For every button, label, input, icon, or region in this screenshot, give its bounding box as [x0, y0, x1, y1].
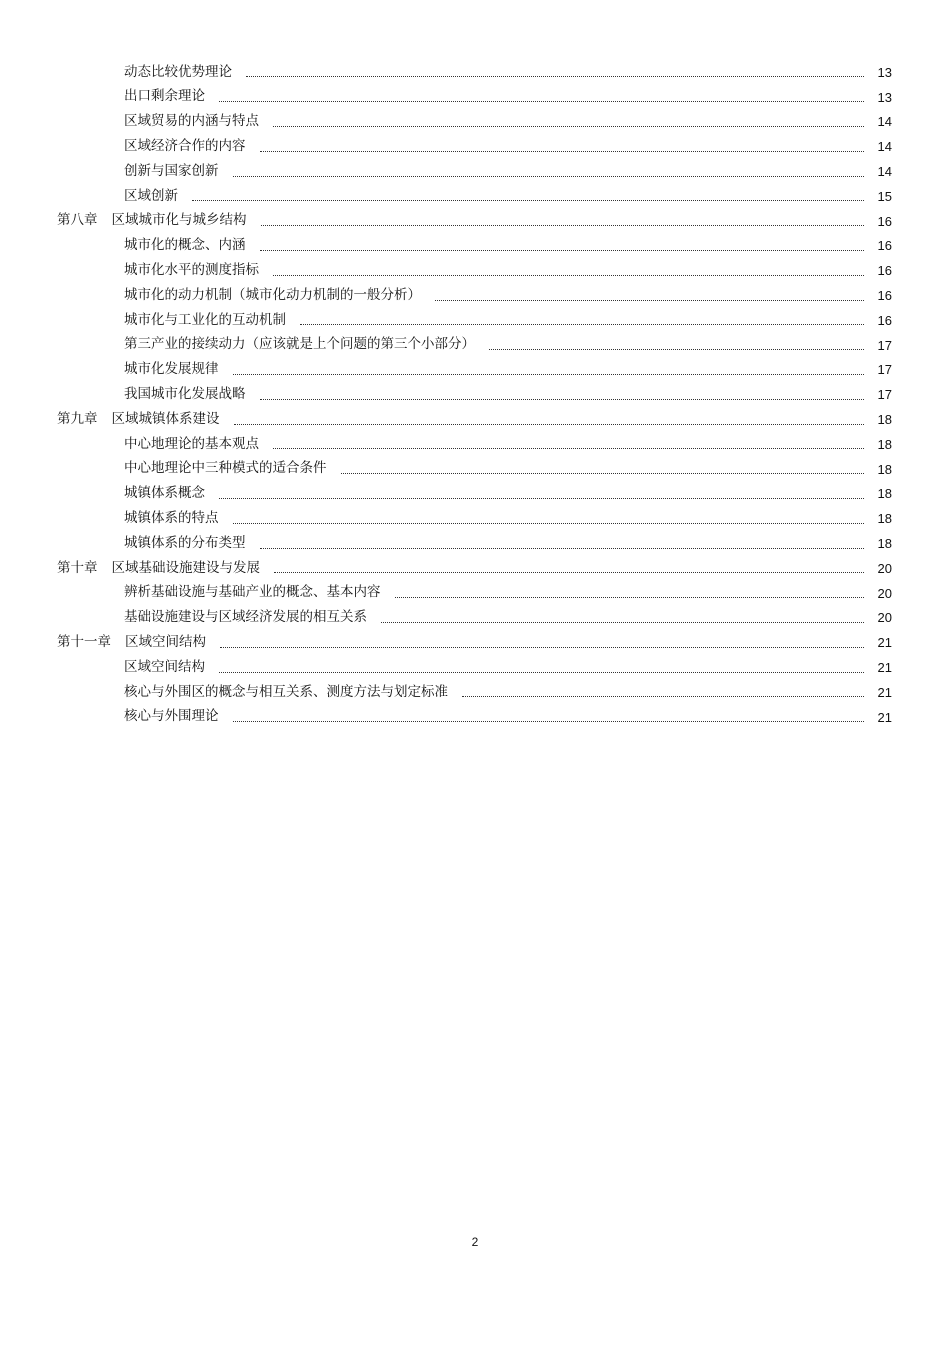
toc-section-row[interactable] [0, 159, 950, 184]
toc-page-number: 17 [877, 387, 892, 403]
toc-section-row[interactable] [0, 184, 950, 209]
toc-entry-text: 第三产业的接续动力（应该就是上个问题的第三个小部分） [124, 336, 475, 353]
toc-entry-text: 城市化发展规律 [124, 361, 219, 378]
dot-leader [233, 720, 865, 722]
toc-entry-title [57, 214, 261, 228]
toc-section-row[interactable] [0, 506, 950, 531]
toc-page-number: 15 [877, 188, 892, 204]
toc-entry-title [124, 63, 246, 80]
toc-section-row[interactable] [0, 680, 950, 705]
toc-page-number: 20 [877, 610, 892, 626]
toc-page-number: 18 [877, 461, 892, 477]
dot-leader [489, 348, 864, 350]
toc-chapter-row[interactable] [0, 630, 950, 655]
toc-entry-title [124, 115, 273, 129]
dot-leader [261, 224, 865, 226]
toc-page-number: 18 [877, 511, 892, 527]
dot-leader [381, 621, 864, 623]
dot-leader [273, 274, 864, 276]
toc-section-row[interactable] [0, 258, 950, 283]
toc-entry-title [57, 633, 220, 650]
toc-entry-text: 城市化与工业化的互动机制 [124, 311, 286, 328]
dot-leader [273, 447, 864, 449]
toc-entry-title [124, 487, 219, 501]
chapter-number: 第十章 [57, 559, 98, 576]
dot-leader [233, 373, 865, 375]
dot-leader [274, 571, 864, 573]
toc-page-number: 16 [877, 312, 892, 328]
dot-leader [219, 671, 864, 673]
toc-entry-text: 城镇体系概念 [124, 485, 205, 502]
toc-entry-text: 区域城市化与城乡结构 [111, 212, 247, 229]
toc-entry-title [124, 586, 395, 600]
toc-entry-text: 区域基础设施建设与发展 [111, 559, 260, 576]
toc-entry-text: 核心与外围区的概念与相互关系、测度方法与划定标准 [124, 683, 448, 700]
toc-entry-text: 区域经济合作的内容 [124, 138, 246, 155]
toc-section-row[interactable] [0, 581, 950, 606]
toc-entry-text: 区域创新 [124, 187, 178, 204]
dot-leader [341, 472, 865, 474]
toc-entry-text: 基础设施建设与区域经济发展的相互关系 [124, 609, 367, 626]
toc-page-number: 16 [877, 213, 892, 229]
dot-leader [192, 199, 864, 201]
toc-page-number: 16 [877, 263, 892, 279]
toc-entry-text: 出口剩余理论 [124, 88, 205, 105]
toc-page-number: 21 [877, 635, 892, 651]
toc-entry-title [124, 187, 192, 204]
toc-section-row[interactable] [0, 134, 950, 159]
toc-entry-title [124, 462, 341, 476]
toc-entry-title [124, 162, 233, 179]
toc-entry-text: 我国城市化发展战略 [124, 386, 246, 402]
toc-section-row[interactable] [0, 358, 950, 383]
toc-entry-text: 区域空间结构 [124, 658, 205, 675]
chapter-number: 第十一章 [57, 633, 111, 650]
dot-leader [273, 125, 864, 127]
toc-section-row[interactable] [0, 85, 950, 110]
toc-section-row[interactable] [0, 606, 950, 631]
toc-entry-text: 创新与国家创新 [124, 162, 219, 179]
dot-leader [260, 249, 865, 251]
toc-entry-title [124, 509, 233, 526]
toc-page-number: 21 [877, 709, 892, 725]
toc-page-number: 16 [877, 238, 892, 254]
dot-leader [395, 596, 865, 598]
toc-entry-text: 城市化水平的测度指标 [124, 262, 259, 279]
toc-entry-title [124, 534, 260, 551]
page-number: 2 [471, 1235, 479, 1249]
toc-section-row[interactable] [0, 531, 950, 556]
toc-section-row[interactable] [0, 705, 950, 730]
toc-page-number: 21 [877, 684, 892, 700]
toc-entry-title [124, 90, 219, 104]
chapter-number: 第八章 [57, 212, 98, 229]
toc-section-row[interactable] [0, 234, 950, 259]
toc-section-row[interactable] [0, 382, 950, 407]
toc-section-row[interactable] [0, 432, 950, 457]
toc-page-number: 20 [877, 585, 892, 601]
toc-entry-title [57, 410, 234, 427]
toc-section-row[interactable] [0, 457, 950, 482]
toc-entry-title [57, 559, 274, 576]
toc-entry-title [124, 710, 233, 724]
dot-leader [219, 100, 864, 102]
dot-leader [260, 398, 865, 400]
toc-entry-title [124, 658, 219, 675]
dot-leader [220, 646, 864, 648]
toc-entry-title [124, 611, 381, 625]
dot-leader [300, 323, 864, 325]
toc-page-number: 21 [877, 660, 892, 676]
toc-section-row[interactable] [0, 110, 950, 135]
toc-entry-title [124, 435, 273, 452]
dot-leader [260, 150, 865, 152]
toc-entry-text: 区域空间结构 [125, 633, 206, 650]
toc-chapter-row[interactable] [0, 407, 950, 432]
toc-entry-text: 区域贸易的内涵与特点 [124, 113, 259, 130]
toc-entry-text: 动态比较优势理论 [124, 63, 232, 80]
toc-entry-text: 区域城镇体系建设 [111, 410, 220, 427]
toc-section-row[interactable] [0, 308, 950, 333]
toc-entry-text: 中心地理论的基本观点 [124, 435, 259, 452]
toc-entry-text: 城市化的概念、内涵 [124, 237, 246, 254]
toc-entry-text: 城镇体系的分布类型 [124, 534, 246, 551]
toc-entry-text: 城市化的动力机制（城市化动力机制的一般分析） [124, 286, 421, 303]
toc-entry-text: 城镇体系的特点 [124, 509, 219, 526]
toc-chapter-row[interactable] [0, 209, 950, 234]
toc-entry-text: 辨析基础设施与基础产业的概念、基本内容 [124, 584, 381, 601]
toc-section-row[interactable] [0, 283, 950, 308]
toc-page-number: 14 [877, 164, 892, 180]
toc-page-number: 20 [877, 560, 892, 576]
toc-page-number: 14 [877, 114, 892, 130]
toc-section-row[interactable] [0, 333, 950, 358]
dot-leader [435, 299, 864, 301]
toc-page-number: 18 [877, 536, 892, 552]
toc-entry-text: 中心地理论中三种模式的适合条件 [124, 460, 327, 477]
dot-leader [234, 423, 865, 425]
toc-entry-title [124, 286, 435, 303]
toc-section-row[interactable] [0, 482, 950, 507]
table-of-contents [0, 60, 950, 730]
dot-leader [233, 522, 865, 524]
toc-entry-title [124, 363, 233, 377]
toc-page-number: 17 [877, 337, 892, 353]
toc-page-number: 14 [877, 139, 892, 155]
toc-page-number: 17 [877, 362, 892, 378]
toc-section-row[interactable] [0, 60, 950, 85]
dot-leader [233, 175, 865, 177]
toc-entry-title [124, 338, 489, 352]
toc-page-number: 16 [877, 288, 892, 304]
toc-page-number: 13 [877, 64, 892, 80]
toc-section-row[interactable] [0, 655, 950, 680]
toc-page-number: 18 [877, 486, 892, 502]
toc-page-number: 13 [877, 89, 892, 105]
dot-leader [246, 75, 864, 77]
toc-entry-title [124, 140, 260, 154]
toc-entry-title [124, 388, 260, 402]
toc-entry-title [124, 239, 260, 253]
dot-leader [219, 497, 864, 499]
chapter-number: 第九章 [57, 410, 98, 427]
toc-chapter-row[interactable] [0, 556, 950, 581]
toc-page-number: 18 [877, 412, 892, 428]
toc-entry-title [124, 264, 273, 278]
dot-leader [462, 695, 864, 697]
toc-page-number: 18 [877, 436, 892, 452]
toc-entry-title [124, 683, 462, 700]
toc-entry-text: 核心与外围理论 [124, 708, 219, 725]
dot-leader [260, 547, 865, 549]
toc-entry-title [124, 311, 300, 328]
